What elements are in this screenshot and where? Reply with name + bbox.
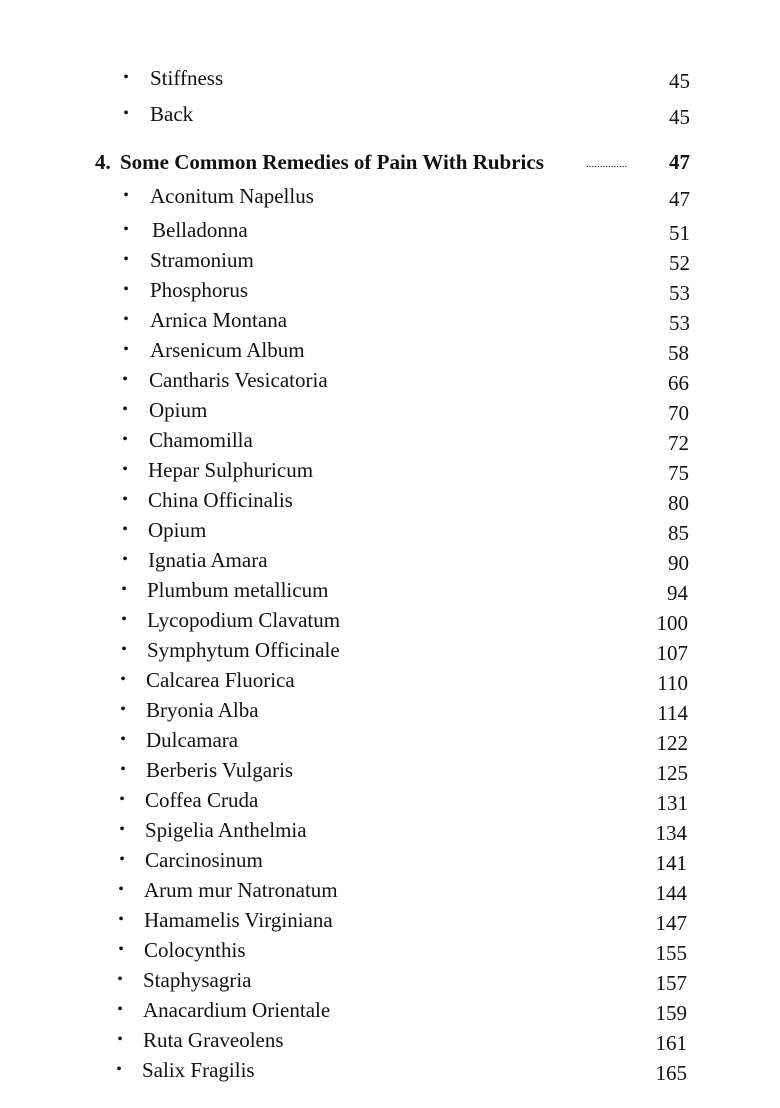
toc-entry-page: 122 [656,731,688,755]
toc-entry-label: Spigelia Anthelmia [145,818,307,842]
toc-entry-page: 110 [657,671,688,695]
toc-entry-page: 75 [668,461,689,485]
bullet: • [120,731,126,748]
toc-entry-label: Chamomilla [149,428,253,452]
toc-entry-label: Symphytum Officinale [147,638,340,662]
bullet: • [119,851,125,868]
bullet: • [119,821,125,838]
toc-entry-label: Bryonia Alba [146,698,259,722]
toc-entry [0,605,780,635]
toc-entry [0,275,780,305]
toc-entry [0,63,780,93]
toc-entry [0,905,780,935]
toc-entry-label: Ignatia Amara [148,548,268,572]
toc-entry [0,99,780,129]
toc-entry [0,1055,780,1085]
toc-entry [0,665,780,695]
toc-entry-label: Opium [149,398,208,422]
toc-entry-label: Aconitum Napellus [150,184,314,208]
bullet: • [120,671,126,688]
toc-entry [0,875,780,905]
toc-entry-page: 72 [668,431,689,455]
toc-entry [0,635,780,665]
toc-entry-page: 66 [668,371,689,395]
toc-entry-label: Arum mur Natronatum [144,878,338,902]
toc-entry [0,425,780,455]
toc-entry-label: Calcarea Fluorica [146,668,295,692]
toc-entry-label: Colocynthis [144,938,246,962]
toc-entry-page: 53 [669,311,690,335]
bullet: • [122,371,128,388]
bullet: • [116,1061,122,1078]
chapter-title: Some Common Remedies of Pain With Rubrics [120,150,544,174]
toc-entry [0,395,780,425]
toc-entry-page: 70 [668,401,689,425]
toc-entry-page: 52 [669,251,690,275]
toc-entry-page: 131 [656,791,688,815]
bullet: • [117,1031,123,1048]
toc-entry [0,755,780,785]
toc-entry-label: Dulcamara [146,728,239,752]
toc-entry [0,815,780,845]
toc-entry-page: 147 [655,911,687,935]
toc-entry [0,935,780,965]
bullet: • [122,551,128,568]
toc-entry-page: 141 [655,851,687,875]
bullet: • [122,491,128,508]
chapter-page: 47 [669,150,690,174]
toc-entry-label: Arsenicum Album [150,338,305,362]
toc-entry-label: Stramonium [150,248,254,272]
toc-entry [0,545,780,575]
toc-entry [0,485,780,515]
toc-entry [0,725,780,755]
toc-entry-label: Hepar Sulphuricum [148,458,314,482]
toc-entry-label: Stiffness [150,66,224,90]
toc-entry [0,995,780,1025]
toc-entry-page: 100 [656,611,688,635]
bullet: • [118,911,124,928]
toc-entry [0,1025,780,1055]
bullet: • [120,761,126,778]
bullet: • [123,311,129,328]
toc-entry-page: 58 [668,341,689,365]
bullet: • [122,461,128,478]
toc-entry [0,845,780,875]
toc-entry-page: 53 [669,281,690,305]
toc-entry-page: 47 [669,187,690,211]
toc-entry-page: 165 [655,1061,687,1085]
bullet: • [117,1001,123,1018]
toc-entry-label: Anacardium Orientale [143,998,331,1022]
bullet: • [121,581,127,598]
bullet: • [123,251,129,268]
toc-entry-label: Cantharis Vesicatoria [149,368,328,392]
toc-entry-label: Berberis Vulgaris [146,758,294,782]
chapter-number: 4. [95,150,111,174]
toc-entry-label: Belladonna [152,218,248,242]
toc-entry [0,695,780,725]
bullet: • [119,791,125,808]
toc-entry-page: 107 [656,641,688,665]
toc-entry [0,515,780,545]
toc-entry-page: 144 [655,881,687,905]
toc-entry [0,305,780,335]
toc-entry [0,245,780,275]
toc-entry-page: 155 [655,941,687,965]
bullet: • [122,431,128,448]
bullet: • [123,341,129,358]
toc-entry-page: 80 [668,491,689,515]
toc-entry-label: Ruta Graveolens [143,1028,284,1052]
toc-entry [0,181,780,211]
bullet: • [118,881,124,898]
toc-entry [0,785,780,815]
toc-entry-label: Arnica Montana [150,308,288,332]
toc-entry [0,575,780,605]
bullet: • [123,105,129,122]
toc-entry-label: Carcinosinum [145,848,263,872]
toc-entry-page: 85 [668,521,689,545]
toc-entry-page: 94 [667,581,688,605]
bullet: • [122,401,128,418]
toc-entry-label: Staphysagria [143,968,252,992]
toc-entry-page: 125 [656,761,688,785]
bullet: • [121,611,127,628]
toc-entry-page: 45 [669,69,690,93]
toc-entry-page: 114 [657,701,688,725]
toc-entry-page: 159 [655,1001,687,1025]
toc-entry [0,965,780,995]
toc-entry-label: Salix Fragilis [142,1058,255,1082]
toc-entry [0,215,780,245]
bullet: • [123,281,129,298]
toc-entry-label: Back [150,102,194,126]
bullet: • [123,187,129,204]
toc-entry-page: 90 [668,551,689,575]
dot-leader: ............... [586,158,628,170]
toc-entry-label: Coffea Cruda [145,788,259,812]
toc-entry-label: Opium [148,518,207,542]
chapter-heading [0,147,780,177]
toc-entry-page: 45 [669,105,690,129]
toc-entry-page: 161 [655,1031,687,1055]
toc-entry-page: 51 [669,221,690,245]
toc-entry-label: Phosphorus [150,278,249,302]
toc-entry [0,365,780,395]
toc-entry-page: 134 [655,821,687,845]
bullet: • [117,971,123,988]
toc-entry-label: Lycopodium Clavatum [147,608,341,632]
bullet: • [121,641,127,658]
bullet: • [123,69,129,86]
toc-entry-page: 157 [655,971,687,995]
bullet: • [120,701,126,718]
toc-entry [0,335,780,365]
toc-entry [0,455,780,485]
bullet: • [122,521,128,538]
toc-entry-label: Hamamelis Virginiana [144,908,333,932]
bullet: • [123,221,129,238]
bullet: • [118,941,124,958]
toc-entry-label: China Officinalis [148,488,293,512]
toc-entry-label: Plumbum metallicum [147,578,329,602]
